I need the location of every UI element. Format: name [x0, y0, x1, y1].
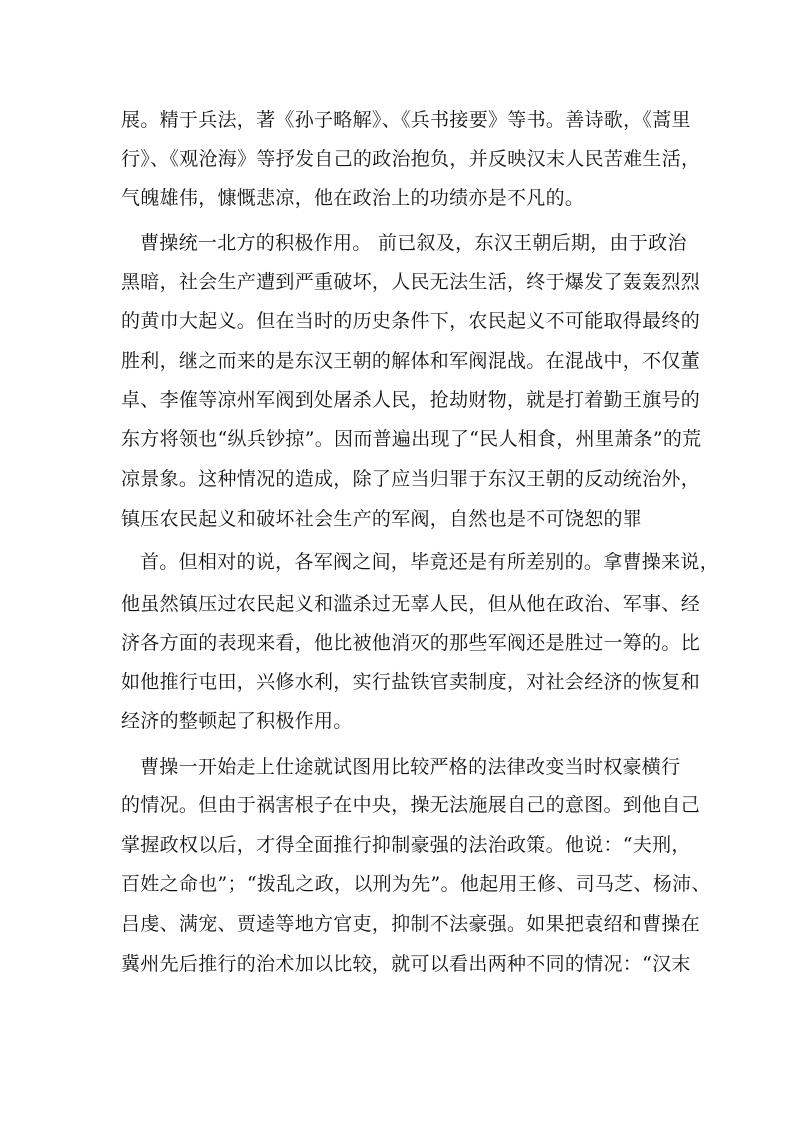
text-line: 胜利，继之而来的是东汉王朝的解体和军阀混战。在混战中，不仅董 [121, 350, 701, 372]
text-line: 吕虔、满宠、贾逵等地方官吏，抑制不法豪强。如果把袁绍和曹操在 [121, 913, 701, 935]
text-line: 的黄巾大起义。但在当时的历史条件下，农民起义不可能取得最终的 [121, 310, 701, 332]
text-line: 凉景象。这种情况的造成，除了应当归罪于东汉王朝的反动统治外， [121, 468, 701, 490]
text-line: 他虽然镇压过农民起义和滥杀过无辜人民，但从他在政治、军事、经 [121, 593, 701, 615]
text-line: 黑暗，社会生产遭到严重破坏，人民无法生活，终于爆发了轰轰烈烈 [121, 271, 701, 293]
text-line: 气魄雄伟，慷慨悲凉，他在政治上的功绩亦是不凡的。 [121, 187, 585, 209]
paragraph-first-line: 首。但相对的说，各军阀之间，毕竟还是有所差别的。拿曹操来说， [140, 551, 720, 573]
text-line: 卓、李傕等凉州军阀到处屠杀人民，抢劫财物，就是打着勤王旗号的 [121, 389, 701, 411]
text-line: 经济的整顿起了积极作用。 [121, 710, 353, 732]
text-line: 镇压农民起义和破坏社会生产的军阀，自然也是不可饶恕的罪 [121, 508, 643, 530]
paragraph-first-line: 曹操一开始走上仕途就试图用比较严格的法律改变当时权豪横行 [140, 756, 681, 778]
text-line: 济各方面的表现来看，他比被他消灭的那些军阀还是胜过一筹的。比 [121, 632, 701, 654]
paragraph-first-line: 曹操统一北方的积极作用。 前已叙及，东汉王朝后期，由于政治 [140, 232, 687, 254]
text-line: 冀州先后推行的治术加以比较，就可以看出两种不同的情况：“汉末 [121, 953, 691, 975]
text-line: 掌握政权以后，才得全面推行抑制豪强的法治政策。他说：“夫刑， [121, 834, 691, 856]
text-line: 百姓之命也”；“拨乱之政，以刑为先”。他起用王修、司马芝、杨沛、 [121, 873, 711, 895]
text-line: 东方将领也“纵兵钞掠”。因而普遍出现了“民人相食，州里萧条”的荒 [121, 428, 702, 450]
text-line: 行》、《观沧海》等抒发自己的政治抱负，并反映汉末人民苦难生活， [121, 148, 701, 170]
text-line: 展。精于兵法，著《孙子略解》、《兵书接要》等书。善诗歌，《蒿里 [121, 109, 691, 131]
text-line: 的情况。但由于祸害根子在中央，操无法施展自己的意图。到他自己 [121, 794, 701, 816]
text-line: 如他推行屯田，兴修水利，实行盐铁官卖制度，对社会经济的恢复和 [121, 671, 701, 693]
